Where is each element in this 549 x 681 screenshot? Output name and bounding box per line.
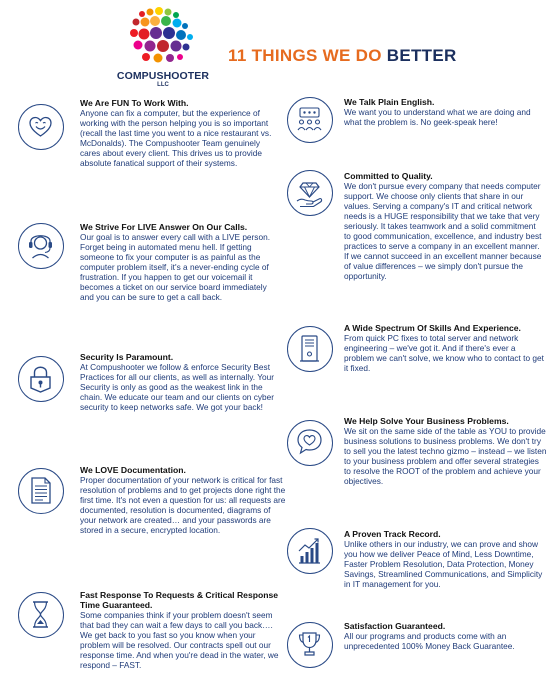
- left-item-3: [80, 352, 282, 412]
- item-body: Our goal is to answer every call with a LIVE person. Forget being in automated menu hell. If getting someone to fix your computer is as painful as the computer problem itself, it's a never-ending cycle of frustration. If you happen to get our voicemail it becomes a ticket on our service board immediately and you can be sure to get a call back.: [80, 232, 270, 302]
- title-part-1: 11 THINGS WE DO: [228, 46, 387, 65]
- left-item-4: [80, 465, 286, 535]
- item-heading: Satisfaction Guaranteed.: [344, 621, 446, 631]
- right-item-1: [344, 97, 544, 127]
- item-body: Unlike others in our industry, we can prove and show you how we deliver Peace of Mind, Less Downtime, Faster Problem Resolution, Data Protection, Money Savings, Streamlined Communications, and Simplicity in IT management for you.: [344, 539, 543, 589]
- item-heading: A Proven Track Record.: [344, 529, 441, 539]
- left-item-2: [80, 222, 282, 302]
- computer-tower-icon: [287, 326, 333, 372]
- company-name: COMPUSHOOTER: [116, 70, 210, 82]
- item-heading: Fast Response To Requests & Critical Response Time Guaranteed.: [80, 590, 279, 610]
- item-heading: We LOVE Documentation.: [80, 465, 186, 475]
- trophy-icon: [287, 622, 333, 668]
- team-speech-icon: [287, 97, 333, 143]
- right-item-6: [344, 621, 544, 651]
- item-body: From quick PC fixes to total server and network engineering – we've got it. And if there's ever a problem we can't solve, we know who to contact to get it fixed.: [344, 333, 544, 373]
- item-body: All our programs and products come with an unprecedented 100% Money Back Guarantee.: [344, 631, 515, 651]
- right-item-5: [344, 529, 544, 589]
- item-heading: Committed to Quality.: [344, 171, 433, 181]
- item-body: Proper documentation of your network is critical for fast resolution of problems and to get projects done right the first time. It's not even a question for us: all requests are documented, resolution is documented, diagrams of your network are created… and your passwords are stored in a secure, encrypted location.: [80, 475, 286, 535]
- padlock-icon: [18, 356, 64, 402]
- item-body: Anyone can fix a computer, but the experience of working with the person helping you is so important (recall the last time you went to a nice restaurant vs. McDonalds). The Compushooter Team genuinely cares about every client. This drives us to provide absolute fanatical support of their systems.: [80, 108, 272, 168]
- growth-chart-icon: [287, 528, 333, 574]
- title-part-2: BETTER: [386, 46, 457, 65]
- page-title: [228, 46, 457, 66]
- right-item-2: [344, 171, 544, 281]
- left-item-1: [80, 98, 282, 168]
- diamond-hand-icon: [287, 170, 333, 216]
- right-item-3: [344, 323, 544, 373]
- hourglass-icon: [18, 592, 64, 638]
- smiley-face-icon: [18, 104, 64, 150]
- logo-dots-icon: [122, 6, 202, 68]
- item-heading: We Help Solve Your Business Problems.: [344, 416, 509, 426]
- company-suffix: LLC: [157, 82, 169, 88]
- item-heading: A Wide Spectrum Of Skills And Experience.: [344, 323, 521, 333]
- company-logo: [108, 6, 218, 90]
- item-body: At Compushooter we follow & enforce Security Best Practices for all our clients, as well as internally. Your Security is only as good as the weakest link in the chain. We educate our team and our clients on cyber security to keep networks safe. We got your back!: [80, 362, 275, 412]
- item-body: We don't pursue every company that needs computer support. We choose only clients that share in our values. Serving a company's IT and critical network needs is a HUGE responsibility that we take that very seriously. It takes teamwork and a solid commitment to good communication, excellence, and industry best practices to serve a company in an excellent manner. If we cannot succeed in an excellent manner because of value differences – we simply don't pursue the opportunity.: [344, 181, 542, 281]
- left-item-5: [80, 590, 282, 670]
- headset-icon: [18, 223, 64, 269]
- heart-chat-icon: [287, 420, 333, 466]
- item-body: We want you to understand what we are doing and what the problem is. No geek-speak here!: [344, 107, 531, 127]
- right-item-4: [344, 416, 548, 486]
- item-heading: Security Is Paramount.: [80, 352, 174, 362]
- item-heading: We Talk Plain English.: [344, 97, 435, 107]
- document-icon: [18, 468, 64, 514]
- item-heading: We Strive For LIVE Answer On Our Calls.: [80, 222, 248, 232]
- item-body: We sit on the same side of the table as YOU to provide business solutions to business problems. We don't try to sell you the latest techno gizmo – instead – we listen to your business problem and offer several strategies to resolve the ROOT of the problem and achieve your objectives.: [344, 426, 547, 486]
- item-body: Some companies think if your problem doesn't seem that bad they can wait a few days to call you back…. We get back to you fast so you know when your problem will be resolved. Our contracts spell out our response time. And when you're dead in the water, we respond – FAST.: [80, 610, 279, 670]
- item-heading: We Are FUN To Work With.: [80, 98, 189, 108]
